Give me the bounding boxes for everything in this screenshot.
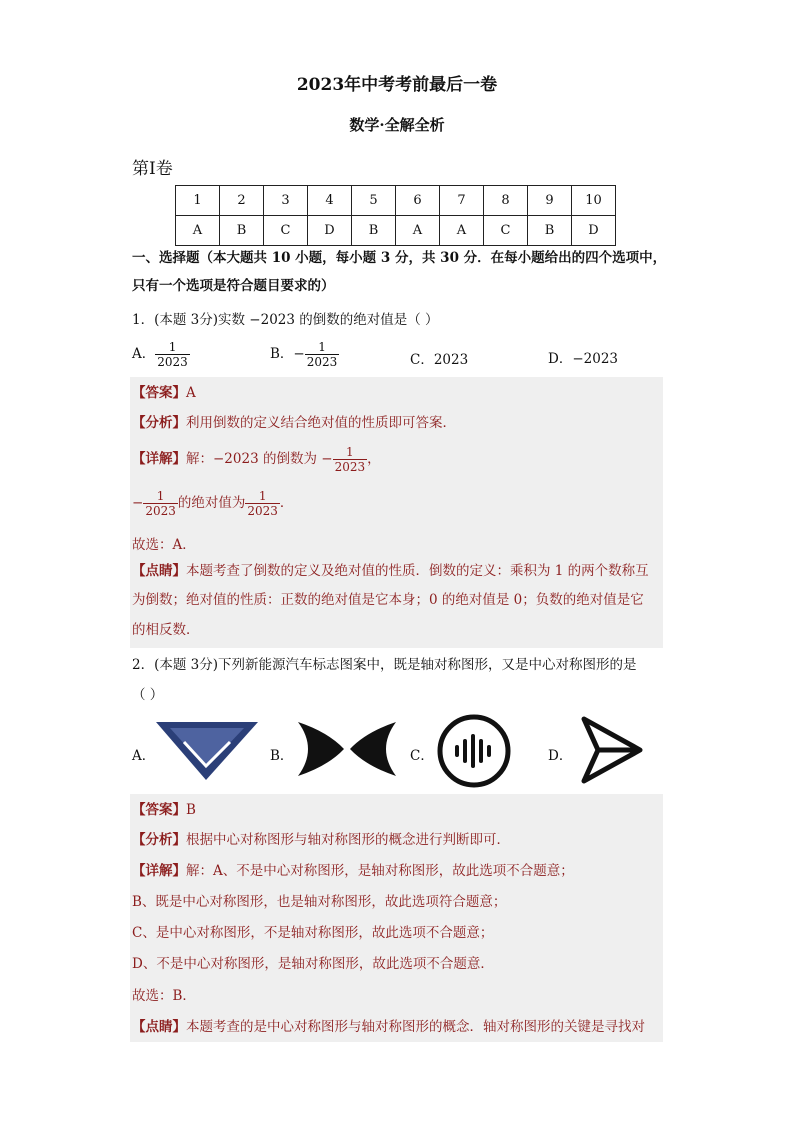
fraction: $\frac{1}{2023}$ [145,489,176,518]
table-cell: D [572,216,616,246]
q2-option-b-label: B． [270,748,294,764]
fraction: $\frac{1}{2023}$ [306,340,338,369]
answer-tag: 【答案】 [132,802,186,818]
analysis-tag: 【分析】 [132,832,186,848]
detail-tag: 【详解】 [132,451,186,467]
volume-label: 第Ⅰ卷 [132,159,173,179]
answer-value: B [186,802,196,818]
q1-analysis-block [130,407,663,437]
q2-option-c-label: C． [410,748,434,764]
q2-choose-block [130,980,663,1012]
page-title: 2023年中考考前最后一卷 [296,75,498,95]
circle-bars-logo-icon [435,712,513,790]
section-heading-line-1: 一、选择题（本大题共 10 小题，每小题 3 分，共 30 分．在每小题给出的四个选项中， [132,250,667,266]
section-heading-line-2: 只有一个选项是符合题目要求的） [132,278,335,294]
q1-option-a [132,340,190,369]
table-cell: 2 [220,186,264,216]
comment-tag: 【点睛】 [132,563,186,579]
table-cell: C [264,216,308,246]
table-cell: 1 [176,186,220,216]
paper-plane-logo-icon [580,715,644,785]
q2-answer-block [130,794,663,824]
q1-answer-block [130,377,663,407]
answer-table-number-row [176,186,616,216]
table-cell: D [308,216,352,246]
table-cell: 4 [308,186,352,216]
choose-text: 故选：B． [132,988,196,1004]
table-cell: 5 [352,186,396,216]
answer-value: A [186,385,196,401]
table-cell: 6 [396,186,440,216]
answer-table-answer-row [176,216,616,246]
q1-stem: 1．(本题 3分)实数 −2023 的倒数的绝对值是（ ） [132,312,439,328]
choose-text: 故选：A． [132,537,196,553]
q2-analysis-block [130,824,663,854]
q2-detail-block: 【详解】解：A、不是中心对称图形，是轴对称图形，故此选项不合题意； B、既是中心对称图形，也是轴对称图形，故此选项符合题意； C、是中心对称图形，不是轴对称图形，故此选项不合题意； D、不是中心对称图形，是轴对称图形，故此选项不合题意． [130,854,663,980]
fraction: $\frac{1}{2023}$ [334,445,366,474]
page-subtitle: 数学·全解全析 [349,116,445,134]
comment-tag: 【点睛】 [132,1019,186,1035]
table-cell: A [176,216,220,246]
chevron-logo-icon [156,720,258,782]
answer-tag: 【答案】 [132,385,186,401]
q1-detail-block: 【详解】解：−2023 的倒数为 − $\frac{1}{2023}$ ， − $\frac{1}{2023}$ 的绝对值为 $\frac{1}{2023}$ ． [130,437,663,532]
table-cell: B [220,216,264,246]
q2-option-a-label: A． [132,748,156,764]
fraction: $\frac{1}{2023}$ [157,340,188,369]
q2-option-d-label: D． [548,748,573,764]
q2-stem-line-2: （ ） [132,687,164,703]
analysis-text: 利用倒数的定义结合绝对值的性质即可答案． [186,415,456,431]
answer-table [175,185,616,246]
table-cell: 8 [484,186,528,216]
q1-option-a-label: A． [132,346,156,362]
table-cell: B [352,216,396,246]
table-cell: A [440,216,484,246]
q1-option-d: D．−2023 [548,351,618,367]
table-cell: 9 [528,186,572,216]
q1-comment-block: 【点睛】本题考查了倒数的定义及绝对值的性质．倒数的定义：乘积为 1 的两个数称互 为倒数；绝对值的性质：正数的绝对值是它本身；0 的绝对值是 0；负数的绝对值是它 的相反数． [130,558,663,648]
table-cell: 10 [572,186,616,216]
q1-option-b [270,340,339,369]
q1-choose-block [130,532,663,558]
analysis-text: 根据中心对称图形与轴对称图形的概念进行判断即可． [186,832,510,848]
q2-comment-block: 【点睛】本题考查的是中心对称图形与轴对称图形的概念．轴对称图形的关键是寻找对 [130,1012,663,1042]
table-cell: B [528,216,572,246]
bowtie-logo-icon [298,722,396,776]
fraction: $\frac{1}{2023}$ [247,489,278,518]
q2-stem-line-1: 2．(本题 3分)下列新能源汽车标志图案中，既是轴对称图形，又是中心对称图形的是 [132,657,637,673]
analysis-tag: 【分析】 [132,415,186,431]
detail-tag: 【详解】 [132,863,186,879]
table-cell: A [396,216,440,246]
table-cell: C [484,216,528,246]
table-cell: 7 [440,186,484,216]
q1-option-c: C．2023 [410,352,469,368]
q1-option-b-label: B．− [270,346,305,362]
table-cell: 3 [264,186,308,216]
